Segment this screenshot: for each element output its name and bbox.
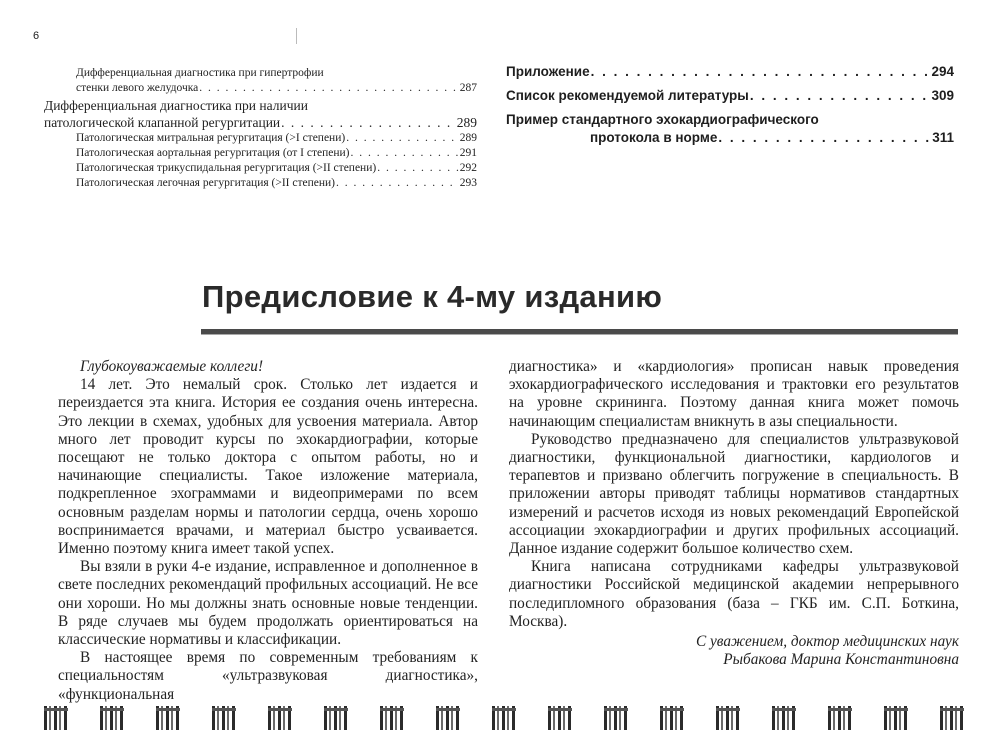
spiral-coil xyxy=(938,706,966,730)
toc-entry-page: 311 xyxy=(932,130,954,145)
signature-credentials: С уважением, доктор медицинских наук xyxy=(695,633,959,651)
preface-paragraph: В настоящее время по современным требованиям к специальностям «ультразвуковая диагностика», «функциональная xyxy=(58,649,478,703)
toc-entry-references[interactable] xyxy=(506,87,954,105)
toc-entry[interactable] xyxy=(40,146,477,161)
title-rule-shadow xyxy=(201,334,958,335)
toc-entry-page: 289 xyxy=(456,115,477,130)
toc-leader-dots xyxy=(718,129,931,147)
toc-entry[interactable] xyxy=(40,161,477,176)
preface-paragraph: Руководство предназначено для специалистов ультразвуковой диагностики, функциональной диагностики, кардиологов и терапевтов и призвано облегчить погружение в специальность. В приложении авторы приводят таблицы нормативов стандартных измерений и расчетов исходя из новых рекомендаций Европейской ассоциации эхокардиографии и других профильных ассоциаций. Данное издание содержит большое количество схем. xyxy=(509,430,959,558)
toc-entry-title: стенки левого желудочка xyxy=(76,82,199,94)
spiral-coil xyxy=(322,706,350,730)
toc-entry-page: 289 xyxy=(459,132,477,144)
spiral-coil xyxy=(714,706,742,730)
toc-entry-title: протокола в норме xyxy=(590,130,718,145)
toc-entry-title: Патологическая легочная регургитация (>II степени) xyxy=(76,177,336,189)
page-number: 6 xyxy=(33,30,40,42)
preface-column-left xyxy=(58,358,478,704)
preface-paragraph: диагностика» и «кардиология» прописан навык проведения эхокардиографического исследования и трактовки его результатов на уровне скрининга. Поэтому данная книга может помочь начинающим специалистам вникнуть в азы специальности. xyxy=(509,358,959,430)
spiral-coil xyxy=(602,706,630,730)
toc-entry[interactable] xyxy=(40,131,477,146)
table-of-contents-right xyxy=(506,63,954,147)
preface-column-right xyxy=(509,358,959,669)
toc-entry-title: Патологическая трикуспидальная регургитация (>II степени) xyxy=(76,162,377,174)
spiral-coil xyxy=(882,706,910,730)
spiral-coil xyxy=(546,706,574,730)
toc-entry-title: Приложение xyxy=(506,64,590,79)
spiral-coil xyxy=(658,706,686,730)
spiral-coil xyxy=(266,706,294,730)
toc-entry-appendix[interactable] xyxy=(506,63,954,81)
toc-entry-page: 309 xyxy=(931,88,954,103)
toc-entry-title: Пример стандартного эхокардиографического xyxy=(506,112,819,127)
toc-entry-title: Патологическая митральная регургитация (>I степени) xyxy=(76,132,346,144)
preface-paragraph: Книга написана сотрудниками кафедры ультразвуковой диагностики Российской медицинской академии непрерывного последипломного образования (база – ГКБ им. С.П. Боткина, Москва). xyxy=(509,558,959,630)
toc-entry[interactable] xyxy=(40,176,477,191)
toc-entry[interactable] xyxy=(40,81,477,96)
toc-entry-title: патологической клапанной регургитации xyxy=(44,115,281,130)
toc-entry[interactable] xyxy=(40,66,477,81)
toc-leader-dots xyxy=(350,146,458,161)
preface-paragraph: 14 лет. Это немалый срок. Столько лет издается и переиздается эта книга. История ее создания очень интересна. Это лекции в схемах, удобных для усвоения материала. Автор много лет проводит курсы по эхокардиографии, которые посещают не только доктора с опытом работы, но и начинающие специалисты. Такое изложение материала, подкрепленное эхограммами и видеопримерами по всем основным разделам нормы и патологии сердца, очень хорошо воспринимается врачами, и материал быстро усваивается. Именно поэтому книга имеет такой успех. xyxy=(58,376,478,558)
toc-leader-dots xyxy=(281,114,456,131)
spiral-coil xyxy=(378,706,406,730)
preface-signature xyxy=(509,633,959,669)
spiral-coil xyxy=(770,706,798,730)
spiral-coil xyxy=(98,706,126,730)
spiral-coil xyxy=(490,706,518,730)
toc-entry[interactable] xyxy=(40,114,477,131)
preface-greeting: Глубокоуважаемые коллеги! xyxy=(80,358,264,375)
signature-author: Рыбакова Марина Константиновна xyxy=(723,651,959,669)
toc-entry-page: 291 xyxy=(459,147,477,159)
spiral-coil xyxy=(826,706,854,730)
toc-entry[interactable] xyxy=(40,97,477,114)
toc-leader-dots xyxy=(591,63,931,81)
preface-title: Предисловие к 4-му изданию xyxy=(202,279,663,314)
toc-entry-title: Дифференциальная диагностика при наличии xyxy=(44,98,308,113)
toc-entry-title: Дифференциальная диагностика при гипертрофии xyxy=(76,67,324,79)
toc-leader-dots xyxy=(199,81,458,96)
toc-leader-dots xyxy=(377,161,459,176)
spiral-coil xyxy=(434,706,462,730)
toc-entry-page: 294 xyxy=(931,64,954,79)
spiral-coil xyxy=(42,706,70,730)
toc-entry-title: Патологическая аортальная регургитация (от I степени) xyxy=(76,147,350,159)
toc-entry-page: 287 xyxy=(459,82,477,94)
toc-entry-title: Список рекомендуемой литературы xyxy=(506,88,749,103)
toc-leader-dots xyxy=(346,131,459,146)
spiral-binding xyxy=(0,702,1000,733)
toc-leader-dots xyxy=(750,87,931,105)
spiral-coil xyxy=(210,706,238,730)
toc-entry-page: 293 xyxy=(459,177,477,189)
spiral-coil xyxy=(154,706,182,730)
toc-entry-protocol[interactable] xyxy=(506,111,954,129)
table-of-contents-left xyxy=(40,66,477,191)
preface-paragraph: Вы взяли в руки 4-е издание, исправленное и дополненное в свете последних рекомендаций профильных ассоциаций. Не все они хороши. Но мы должны знать основные новые тенденции. В ряде случаев мы будем продолжать ориентироваться на классические нормативы и классификации. xyxy=(58,558,478,649)
toc-leader-dots xyxy=(336,176,459,191)
page-gutter-mark xyxy=(296,28,297,44)
toc-entry-protocol-cont[interactable] xyxy=(506,129,954,147)
toc-entry-page: 292 xyxy=(459,162,477,174)
